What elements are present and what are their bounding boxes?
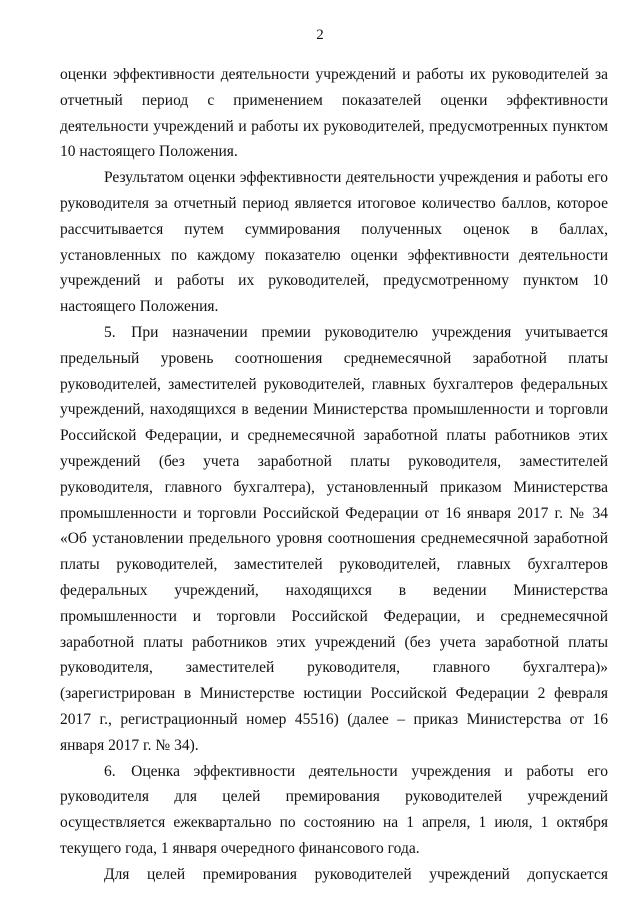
paragraph-continuation: оценки эффективности деятельности учреждений и работы их руководителей за отчетный период с применением показателей оценки эффективности деятельности учреждений и работы их руководителей, предусмотренных пунктом 10 настоящего Положения. [60, 66, 608, 161]
page-number: 2 [316, 27, 324, 43]
paragraph-item-6: 6. Оценка эффективности деятельности учреждения и работы его руководителя для целей премирования руководителей учреждений осуществляется ежеквартально по состоянию на 1 апреля, 1 июля, 1 октября текущего года, 1 января очередного финансового года. [60, 762, 608, 857]
paragraph-partial: Для целей премирования руководителей учреждений допускается [104, 865, 608, 883]
paragraph-item-5: 5. При назначении премии руководителю учреждения учитывается предельный уровень соотношения среднемесячной заработной платы руководителей, заместителей руководителей, главных бухгалтеров федеральных учреждений, находящихся в ведении Министерства промышленности и торговли Российской Федерации, и среднемесячной заработной платы работников этих учреждений (без учета заработной платы руководителя, заместителей руководителя, главного бухгалтера), установленный приказом Министерства промышленности и торговли Российской Федерации от 16 января 2017 г. № 34 «Об установлении предельного уровня соотношения среднемесячной заработной платы руководителей, заместителей руководителей, главных бухгалтеров федеральных учреждений, находящихся в ведении Министерства промышленности и торговли Российской Федерации, и среднемесячной заработной платы работников этих учреждений (без учета заработной платы руководителя, заместителей руководителя, главного бухгалтера)» (зарегистрирован в Министерстве юстиции Российской Федерации 2 февраля 2017 г., регистрационный номер 45516) (далее – приказ Министерства от 16 января 2017 г. № 34). [60, 323, 608, 754]
paragraph-result-definition: Результатом оценки эффективности деятельности учреждения и работы его руководителя за отчетный период является итоговое количество баллов, которое рассчитывается путем суммирования полученных оценок в баллах, установленных по каждому показателю оценки эффективности деятельности учреждений и работы их руководителей, предусмотренному пунктом 10 настоящего Положения. [60, 169, 608, 316]
document-body [60, 62, 608, 888]
